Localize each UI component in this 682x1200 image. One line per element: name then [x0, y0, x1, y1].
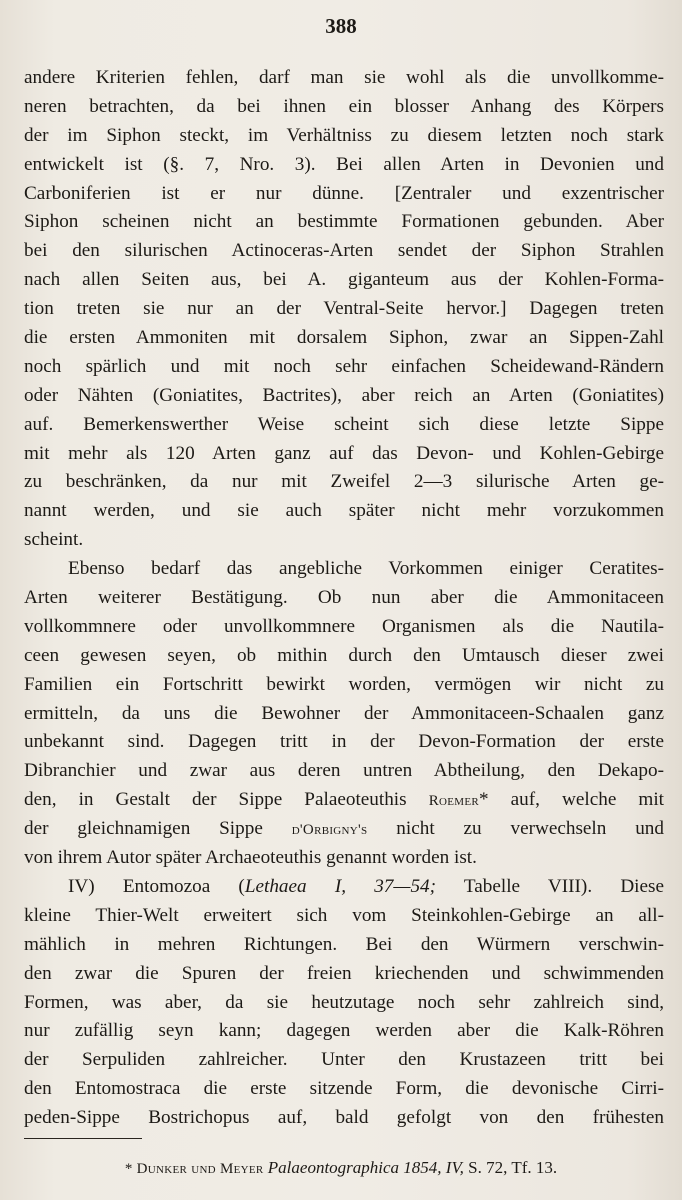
author-name-orbigny: d'Orbigny's	[291, 822, 368, 839]
text-line: Arten weiterer Bestätigung. Ob nun aber die Ammonitaceen	[24, 587, 664, 609]
text-line-with-roemer	[24, 786, 664, 815]
lethaea-reference: Lethaea I, 37—54;	[244, 875, 437, 897]
text-line: ceen gewesen seyen, ob mithin durch den Umtausch dieser zwei	[24, 644, 664, 666]
text-line: mählich in mehren Richtungen. Bei den Würmern verschwin-	[24, 933, 664, 955]
text-line: kleine Thier-Welt erweitert sich vom Steinkohlen-Gebirge an all-	[24, 904, 664, 926]
text-span: den, in Gestalt der Sippe Palaeoteuthis	[24, 789, 429, 811]
text-line: entwickelt ist (§. 7, Nro. 3). Bei allen Arten in Devonien und	[24, 153, 664, 175]
text-line: unbekannt sind. Dagegen tritt in der Devon-Formation der erste	[24, 731, 664, 753]
text-line: nannt werden, und sie auch später nicht mehr vorzukommen	[24, 500, 664, 522]
section-heading-line	[24, 873, 664, 902]
text-line: Familien ein Fortschritt bewirkt worden, vermögen wir nicht zu	[24, 673, 664, 695]
text-span: IV) Entomozoa (	[68, 875, 245, 897]
text-line: der Serpuliden zahlreicher. Unter den Krustazeen tritt bei	[24, 1049, 664, 1071]
footnote-divider	[24, 1138, 142, 1139]
paragraph-end-line: von ihrem Autor später Archaeoteuthis genannt worden ist.	[24, 847, 477, 869]
text-line: oder Nähten (Goniatites, Bactrites), aber reich an Arten (Goniatites)	[24, 384, 664, 406]
footnote-mark: *	[124, 1161, 133, 1177]
text-line: neren betrachten, da bei ihnen ein blosser Anhang des Körpers	[24, 95, 664, 117]
footnote-authors: Dunker und Meyer	[136, 1161, 264, 1177]
text-line: der im Siphon steckt, im Verhältniss zu diesem letzten noch stark	[24, 124, 664, 146]
footnote-rest: S. 72, Tf. 13.	[463, 1158, 558, 1177]
text-line: nach allen Seiten aus, bei A. giganteum aus der Kohlen-Forma-	[24, 269, 664, 291]
text-line-with-orbigny	[24, 815, 664, 844]
text-line: auf. Bemerkenswerther Weise scheint sich diese letzte Sippe	[24, 413, 664, 435]
text-line: Siphon scheinen nicht an bestimmte Formationen gebunden. Aber	[24, 211, 664, 233]
text-span: nicht zu verwechseln und	[367, 818, 664, 840]
footnote-journal: Palaeontographica 1854, IV,	[267, 1158, 464, 1177]
text-line: Carboniferien ist er nur dünne. [Zentraler und exzentrischer	[24, 182, 664, 204]
text-line: den Entomostraca die erste sitzende Form, die devonische Cirri-	[24, 1078, 664, 1100]
body-text	[24, 64, 664, 1133]
text-line: zu beschränken, da nur mit Zweifel 2—3 silurische Arten ge-	[24, 471, 664, 493]
text-span: * auf, welche mit	[479, 789, 664, 811]
text-line: andere Kriterien fehlen, darf man sie wohl als die unvollkomme-	[24, 67, 664, 88]
text-line: tion treten sie nur an der Ventral-Seite hervor.] Dagegen treten	[24, 298, 664, 320]
text-line: nur zufällig seyn kann; dagegen werden aber die Kalk-Röhren	[24, 1020, 664, 1042]
text-line: ermitteln, da uns die Bewohner der Ammonitaceen-Schaalen ganz	[24, 702, 664, 724]
text-line: vollkommnere oder unvollkommnere Organismen als die Nautila-	[24, 615, 664, 637]
text-line: mit mehr als 120 Arten ganz auf das Devon- und Kohlen-Gebirge	[24, 442, 664, 464]
page-number: 388	[325, 14, 357, 38]
text-line: bei den silurischen Actinoceras-Arten sendet der Siphon Strahlen	[24, 240, 664, 262]
text-line: den zwar die Spuren der freien kriechenden und schwimmenden	[24, 962, 664, 984]
text-span: der gleichnamigen Sippe	[24, 818, 292, 840]
footnote	[0, 1158, 682, 1178]
text-span: Tabelle VIII). Diese	[436, 875, 664, 897]
text-line: Dibranchier und zwar aus deren untren Abtheilung, den Dekapo-	[24, 760, 664, 782]
text-line: noch spärlich und mit noch sehr einfachen Scheidewand-Rändern	[24, 355, 664, 377]
text-line: die ersten Ammoniten mit dorsalem Siphon, zwar an Sippen-Zahl	[24, 327, 664, 349]
text-line: peden-Sippe Bostrichopus auf, bald gefolgt von den frühesten	[24, 1107, 664, 1129]
text-line: Formen, was aber, da sie heutzutage noch sehr zahlreich sind,	[24, 991, 664, 1013]
author-name-roemer: Roemer	[428, 793, 479, 810]
paragraph-end-line: scheint.	[24, 529, 84, 551]
paragraph-start-line: Ebenso bedarf das angebliche Vorkommen einiger Ceratites-	[68, 558, 664, 580]
